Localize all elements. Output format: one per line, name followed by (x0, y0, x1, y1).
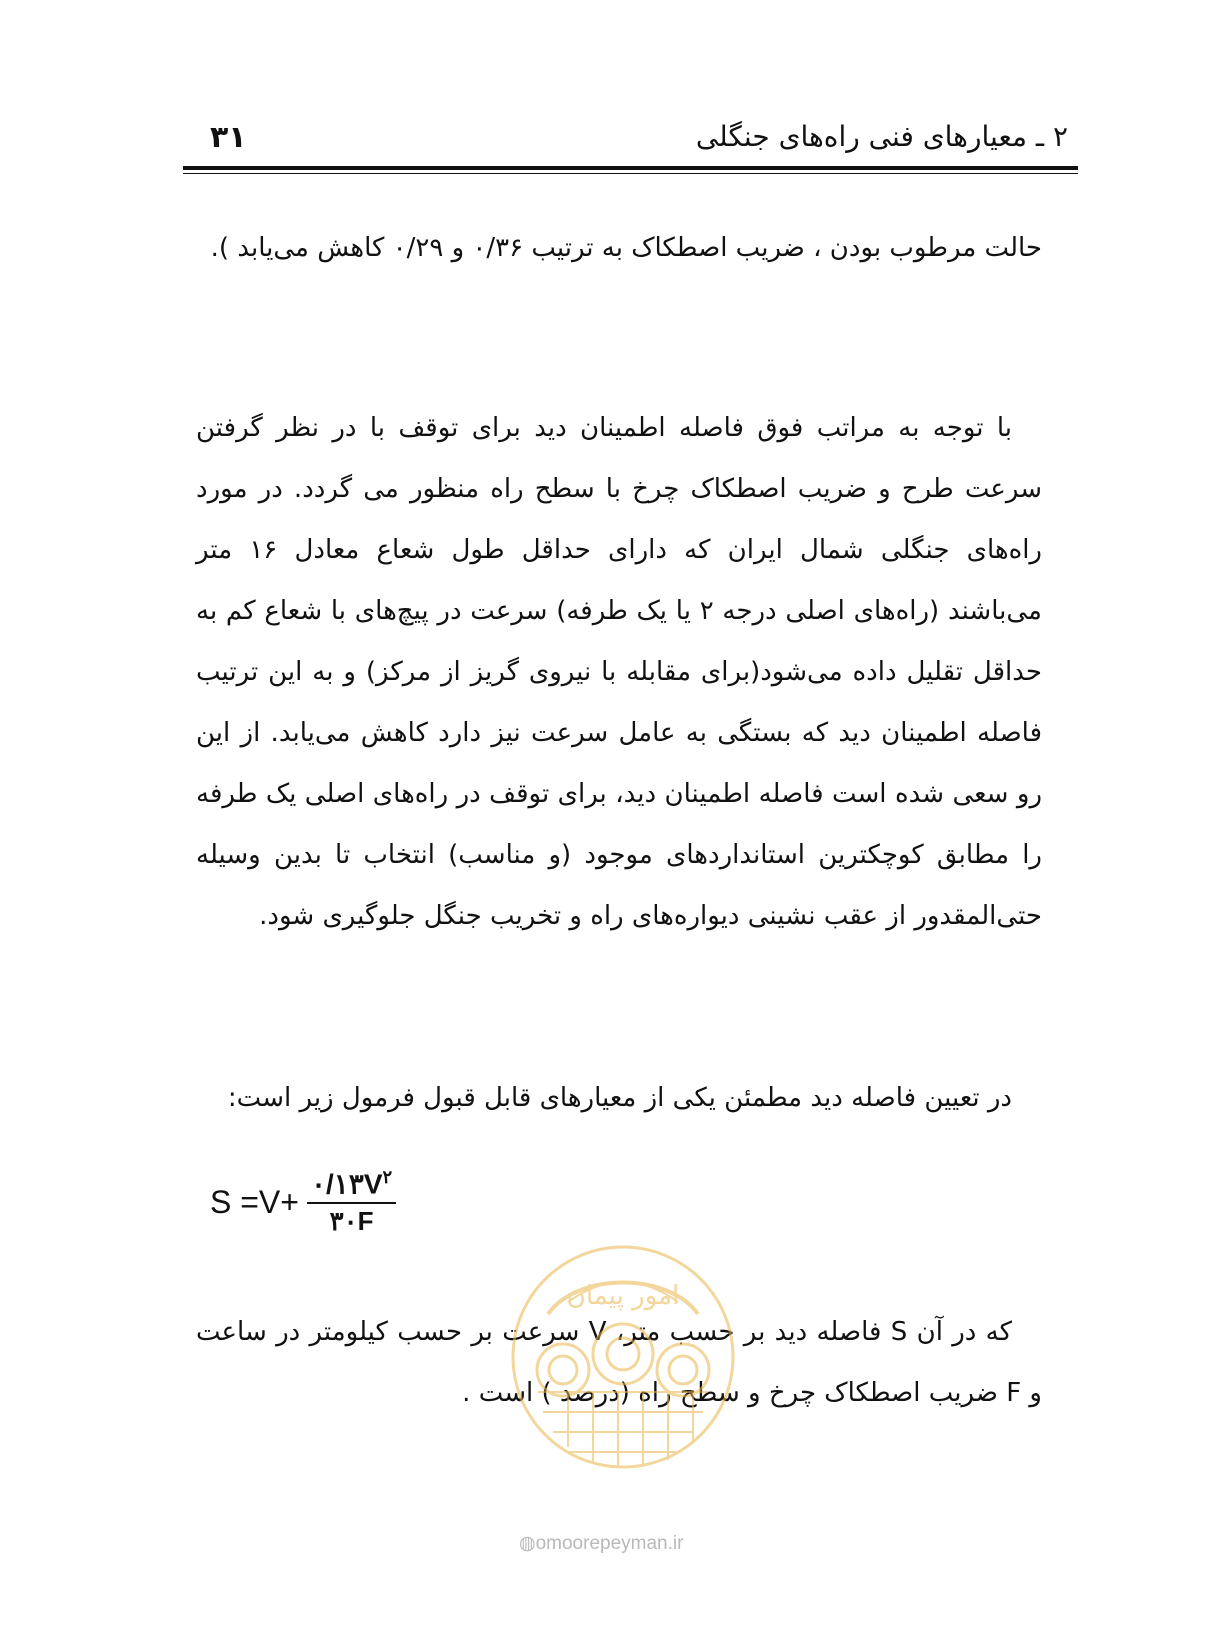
header-rule-thick (183, 166, 1078, 170)
watermark-logo (508, 1242, 738, 1472)
formula-lhs: S =V+ (210, 1183, 299, 1220)
page-number: ۳۱ (210, 120, 247, 155)
formula-fraction (307, 1167, 396, 1237)
globe-icon: ◍ (519, 1533, 536, 1554)
paragraph-variable-definitions: که در آن S فاصله دید بر حسب متر، V سرعت بر حسب کیلومتر در ساعت و F ضریب اصطکاک چرخ و سطح راه (درصد ) است . (196, 1317, 1042, 1408)
running-head (210, 116, 1068, 160)
watermark-logo-text: امور پیمان (566, 1281, 680, 1311)
formula-denominator: ۳۰F (329, 1206, 374, 1237)
sight-distance-formula (210, 1162, 396, 1242)
paragraph-stopping-sight-distance: با توجه به مراتب فوق فاصله اطمینان دید برای توقف با در نظر گرفتن سرعت طرح و ضریب اصطکاک چرخ با سطح راه منظور می گردد. در مورد راه‌های جنگلی شمال ایران که دارای حداقل طول شعاع معادل ۱۶ متر می‌باشند (راه‌های اصلی درجه ۲ یا یک طرفه) سرعت در پیچ‌های با شعاع کم به حداقل تقلیل داده می‌شود(برای مقابله با نیروی گریز از مرکز) و به این ترتیب فاصله اطمینان دید که بستگی به عامل سرعت نیز دارد کاهش می‌یابد. از این رو سعی شده است فاصله اطمینان دید، برای توقف در راه‌های اصلی یک طرفه را مطابق کوچکترین استانداردهای موجود (و مناسب) انتخاب تا بدین وسیله حتی‌المقدور از عقب نشینی دیواره‌های راه و تخریب جنگل جلوگیری شود. (196, 413, 1042, 931)
paragraph-formula-intro: در تعیین فاصله دید مطمئن یکی از معیارهای قابل قبول فرمول زیر است: (227, 1083, 1012, 1113)
formula-exponent: ۲ (382, 1166, 393, 1187)
header-rule-thin (183, 173, 1078, 174)
chapter-title: ۲ ـ معیارهای فنی راه‌های جنگلی (695, 120, 1068, 153)
formula-numerator-text: ۰/۱۳V (310, 1168, 383, 1200)
formula-numerator (307, 1167, 396, 1204)
watermark-url-text: omoorepeyman.ir (535, 1533, 684, 1554)
watermark-url (519, 1532, 683, 1555)
paragraph-continuation: حالت مرطوب بودن ، ضریب اصطکاک به ترتیب ۰/۳۶ و ۰/۲۹ کاهش می‌یابد ). (210, 233, 1042, 263)
